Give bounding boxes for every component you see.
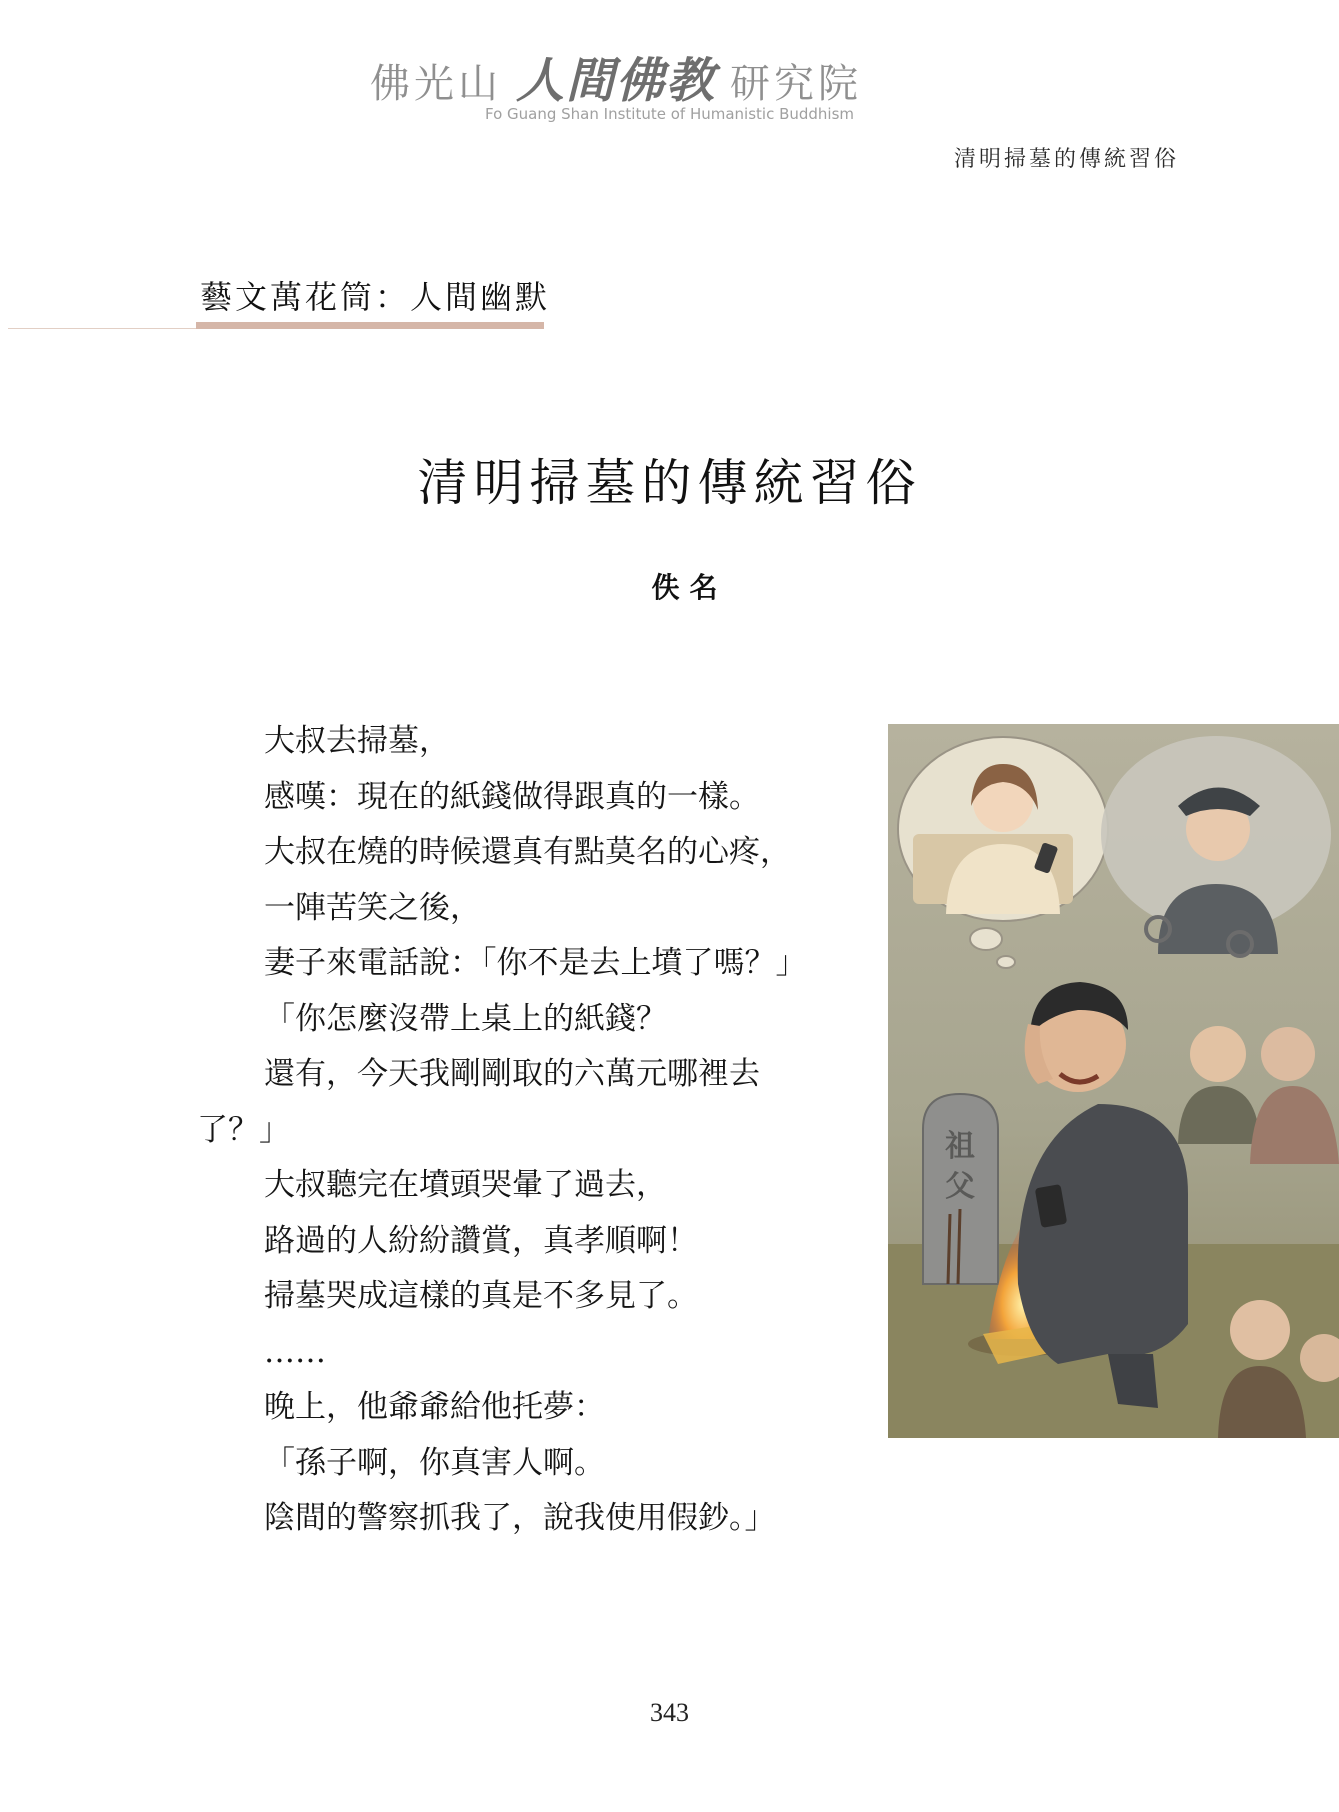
cartoon-illustration bbox=[888, 724, 1339, 1438]
body-line: 一陣苦笑之後， bbox=[264, 889, 481, 926]
body-line: 大叔去掃墓， bbox=[264, 723, 450, 759]
page-number: 343 bbox=[650, 1698, 689, 1727]
section-rule-accent bbox=[196, 322, 544, 329]
body-line: 陰間的警察抓我了，說我使用假鈔。」 bbox=[264, 1500, 776, 1536]
body-line: 了？」 bbox=[197, 1111, 290, 1148]
logo-right-text: 研究院 bbox=[730, 61, 863, 107]
logo-subtitle: Fo Guang Shan Institute of Humanistic Buddhism bbox=[485, 105, 855, 123]
body-line: 「你怎麼沒帶上桌上的紙錢？ bbox=[264, 1000, 667, 1037]
body-line: 晚上，他爺爺給他托夢： bbox=[264, 1389, 605, 1425]
body-line: 掃墓哭成這樣的真是不多見了。 bbox=[264, 1278, 698, 1314]
logo-wordmark bbox=[370, 42, 950, 111]
body-line: 路過的人紛紛讚賞，真孝順啊！ bbox=[264, 1222, 698, 1259]
body-line: 還有，今天我剛剛取的六萬元哪裡去 bbox=[264, 1056, 760, 1092]
body-line: 妻子來電話說：「你不是去上墳了嗎？」 bbox=[264, 945, 807, 981]
body-line: 感嘆：現在的紙錢做得跟真的一樣。 bbox=[264, 778, 760, 815]
tombstone-char-1: 祖 bbox=[945, 1129, 975, 1164]
body-line: 大叔聽完在墳頭哭暈了過去， bbox=[264, 1167, 667, 1203]
logo-left-text: 佛光山 bbox=[370, 61, 502, 107]
tombstone-char-2: 父 bbox=[945, 1169, 975, 1204]
logo-calligraphy-text: 人間佛教 bbox=[516, 53, 717, 109]
tombstone bbox=[923, 1094, 998, 1284]
body-line: 「孫子啊，你真害人啊。 bbox=[264, 1444, 605, 1481]
section-label: 藝文萬花筒：人間幽默 bbox=[200, 278, 551, 316]
institute-logo bbox=[370, 42, 950, 122]
article-body bbox=[197, 714, 857, 1547]
article-author: 佚名 bbox=[651, 571, 728, 604]
article-title: 清明掃墓的傳統習俗 bbox=[417, 454, 922, 512]
body-line: …… bbox=[264, 1333, 326, 1370]
body-line: 大叔在燒的時候還真有點莫名的心疼， bbox=[264, 834, 791, 870]
running-head: 清明掃墓的傳統習俗 bbox=[953, 147, 1179, 172]
